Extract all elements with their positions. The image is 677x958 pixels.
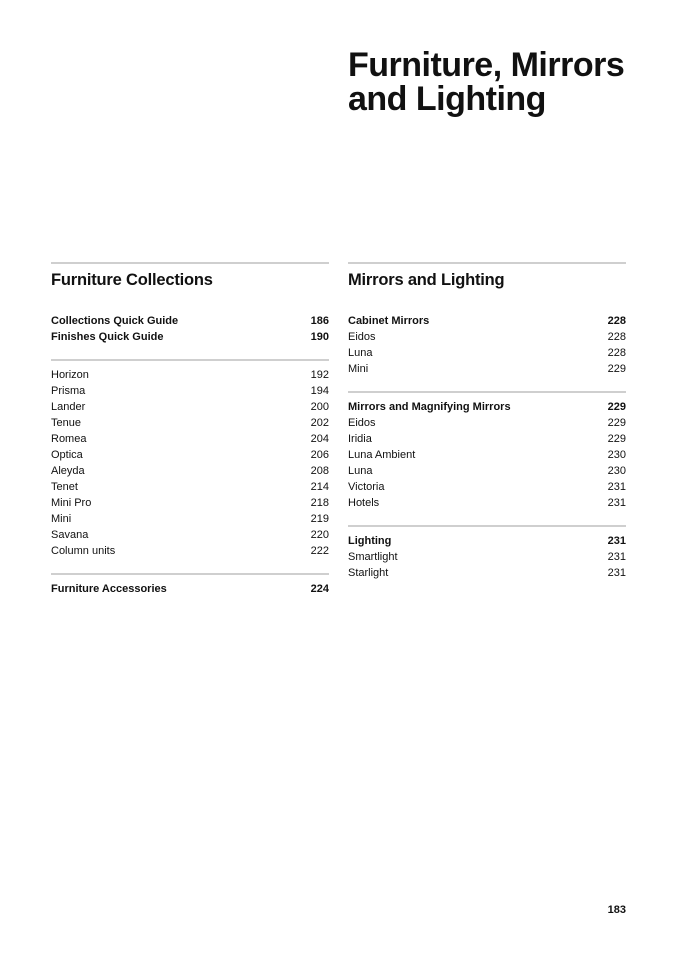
toc-entry-label: Mini Pro bbox=[51, 497, 92, 509]
toc-entry-page: 229 bbox=[607, 363, 626, 375]
toc-entry-label: Cabinet Mirrors bbox=[348, 315, 430, 327]
toc-entry[interactable] bbox=[348, 399, 626, 415]
furniture-groups bbox=[51, 313, 329, 597]
toc-entry-page: 231 bbox=[607, 567, 626, 579]
toc-entry[interactable] bbox=[348, 415, 626, 431]
toc-entry[interactable] bbox=[51, 581, 329, 597]
page-title bbox=[348, 48, 648, 116]
toc-entry[interactable] bbox=[348, 479, 626, 495]
toc-group bbox=[348, 313, 626, 377]
toc-entry-label: Mini bbox=[51, 513, 72, 525]
toc-entry-page: 190 bbox=[310, 331, 329, 343]
toc-entry[interactable] bbox=[348, 533, 626, 549]
toc-entry[interactable] bbox=[51, 399, 329, 415]
toc-entry[interactable] bbox=[51, 543, 329, 559]
toc-entry-label: Lighting bbox=[348, 535, 392, 547]
toc-entry[interactable] bbox=[51, 463, 329, 479]
mirrors-groups bbox=[348, 313, 626, 581]
toc-entry[interactable] bbox=[348, 345, 626, 361]
toc-entry[interactable] bbox=[348, 313, 626, 329]
toc-entry-page: 231 bbox=[607, 551, 626, 563]
furniture-collections-section bbox=[51, 262, 329, 597]
toc-entry-page: 231 bbox=[607, 497, 626, 509]
toc-entry-label: Romea bbox=[51, 433, 87, 445]
toc-entry-page: 231 bbox=[607, 481, 626, 493]
toc-entry-page: 208 bbox=[310, 465, 329, 477]
toc-entry[interactable] bbox=[51, 367, 329, 383]
toc-entry-page: 192 bbox=[310, 369, 329, 381]
toc-entry-page: 219 bbox=[310, 513, 329, 525]
toc-entry[interactable] bbox=[348, 549, 626, 565]
toc-entry-label: Finishes Quick Guide bbox=[51, 331, 164, 343]
section-heading-furniture: Furniture Collections bbox=[51, 271, 213, 289]
toc-entry[interactable] bbox=[51, 329, 329, 345]
toc-group bbox=[348, 525, 626, 581]
toc-entry-label: Horizon bbox=[51, 369, 89, 381]
toc-entry-label: Tenet bbox=[51, 481, 78, 493]
toc-entry-label: Luna bbox=[348, 347, 373, 359]
toc-entry[interactable] bbox=[348, 329, 626, 345]
toc-entry-label: Tenue bbox=[51, 417, 81, 429]
toc-entry[interactable] bbox=[51, 383, 329, 399]
toc-entry-label: Mini bbox=[348, 363, 369, 375]
toc-entry[interactable] bbox=[348, 431, 626, 447]
toc-entry-label: Victoria bbox=[348, 481, 385, 493]
toc-entry-label: Luna Ambient bbox=[348, 449, 416, 461]
toc-entry-page: 229 bbox=[607, 417, 626, 429]
toc-entry[interactable] bbox=[51, 447, 329, 463]
toc-entry[interactable] bbox=[51, 479, 329, 495]
toc-entry-page: 230 bbox=[607, 449, 626, 461]
toc-entry-page: 228 bbox=[607, 347, 626, 359]
toc-entry-page: 224 bbox=[310, 583, 329, 595]
toc-entry-label: Eidos bbox=[348, 417, 376, 429]
toc-entry-label: Savana bbox=[51, 529, 89, 541]
toc-entry-page: 202 bbox=[310, 417, 329, 429]
toc-entry-page: 222 bbox=[310, 545, 329, 557]
toc-entry[interactable] bbox=[348, 495, 626, 511]
section-heading-mirrors: Mirrors and Lighting bbox=[348, 271, 505, 289]
toc-entry-page: 204 bbox=[310, 433, 329, 445]
toc-entry-label: Optica bbox=[51, 449, 83, 461]
toc-entry[interactable] bbox=[348, 361, 626, 377]
toc-entry-page: 214 bbox=[310, 481, 329, 493]
toc-entry-label: Lander bbox=[51, 401, 86, 413]
toc-entry[interactable] bbox=[51, 313, 329, 329]
toc-entry-label: Collections Quick Guide bbox=[51, 315, 179, 327]
page-number: 183 bbox=[607, 904, 626, 916]
toc-entry-label: Aleyda bbox=[51, 465, 85, 477]
toc-group bbox=[51, 573, 329, 597]
title-line-2: and Lighting bbox=[348, 80, 546, 118]
toc-entry-page: 229 bbox=[607, 433, 626, 445]
toc-entry[interactable] bbox=[51, 431, 329, 447]
toc-entry-page: 220 bbox=[310, 529, 329, 541]
toc-entry-label: Column units bbox=[51, 545, 116, 557]
toc-group bbox=[348, 391, 626, 511]
toc-entry-page: 228 bbox=[607, 315, 626, 327]
toc-entry-label: Mirrors and Magnifying Mirrors bbox=[348, 401, 511, 413]
toc-entry-page: 230 bbox=[607, 465, 626, 477]
toc-entry-page: 206 bbox=[310, 449, 329, 461]
toc-entry-label: Furniture Accessories bbox=[51, 583, 167, 595]
toc-entry-label: Luna bbox=[348, 465, 373, 477]
toc-entry-page: 228 bbox=[607, 331, 626, 343]
toc-entry-page: 186 bbox=[310, 315, 329, 327]
toc-entry-label: Eidos bbox=[348, 331, 376, 343]
toc-entry[interactable] bbox=[51, 511, 329, 527]
toc-entry-label: Hotels bbox=[348, 497, 380, 509]
toc-entry-label: Smartlight bbox=[348, 551, 398, 563]
toc-entry-label: Starlight bbox=[348, 567, 389, 579]
toc-entry-page: 231 bbox=[607, 535, 626, 547]
toc-entry[interactable] bbox=[348, 565, 626, 581]
toc-entry-page: 200 bbox=[310, 401, 329, 413]
toc-entry-page: 229 bbox=[607, 401, 626, 413]
toc-entry-page: 194 bbox=[310, 385, 329, 397]
toc-entry-label: Prisma bbox=[51, 385, 86, 397]
toc-entry[interactable] bbox=[51, 527, 329, 543]
toc-group bbox=[51, 359, 329, 559]
toc-entry-page: 218 bbox=[310, 497, 329, 509]
toc-entry[interactable] bbox=[51, 415, 329, 431]
title-line-1: Furniture, Mirrors bbox=[348, 46, 625, 84]
toc-entry[interactable] bbox=[348, 447, 626, 463]
mirrors-lighting-section bbox=[348, 262, 626, 581]
toc-entry[interactable] bbox=[348, 463, 626, 479]
toc-group bbox=[51, 313, 329, 345]
toc-entry-label: Iridia bbox=[348, 433, 372, 445]
toc-entry[interactable] bbox=[51, 495, 329, 511]
